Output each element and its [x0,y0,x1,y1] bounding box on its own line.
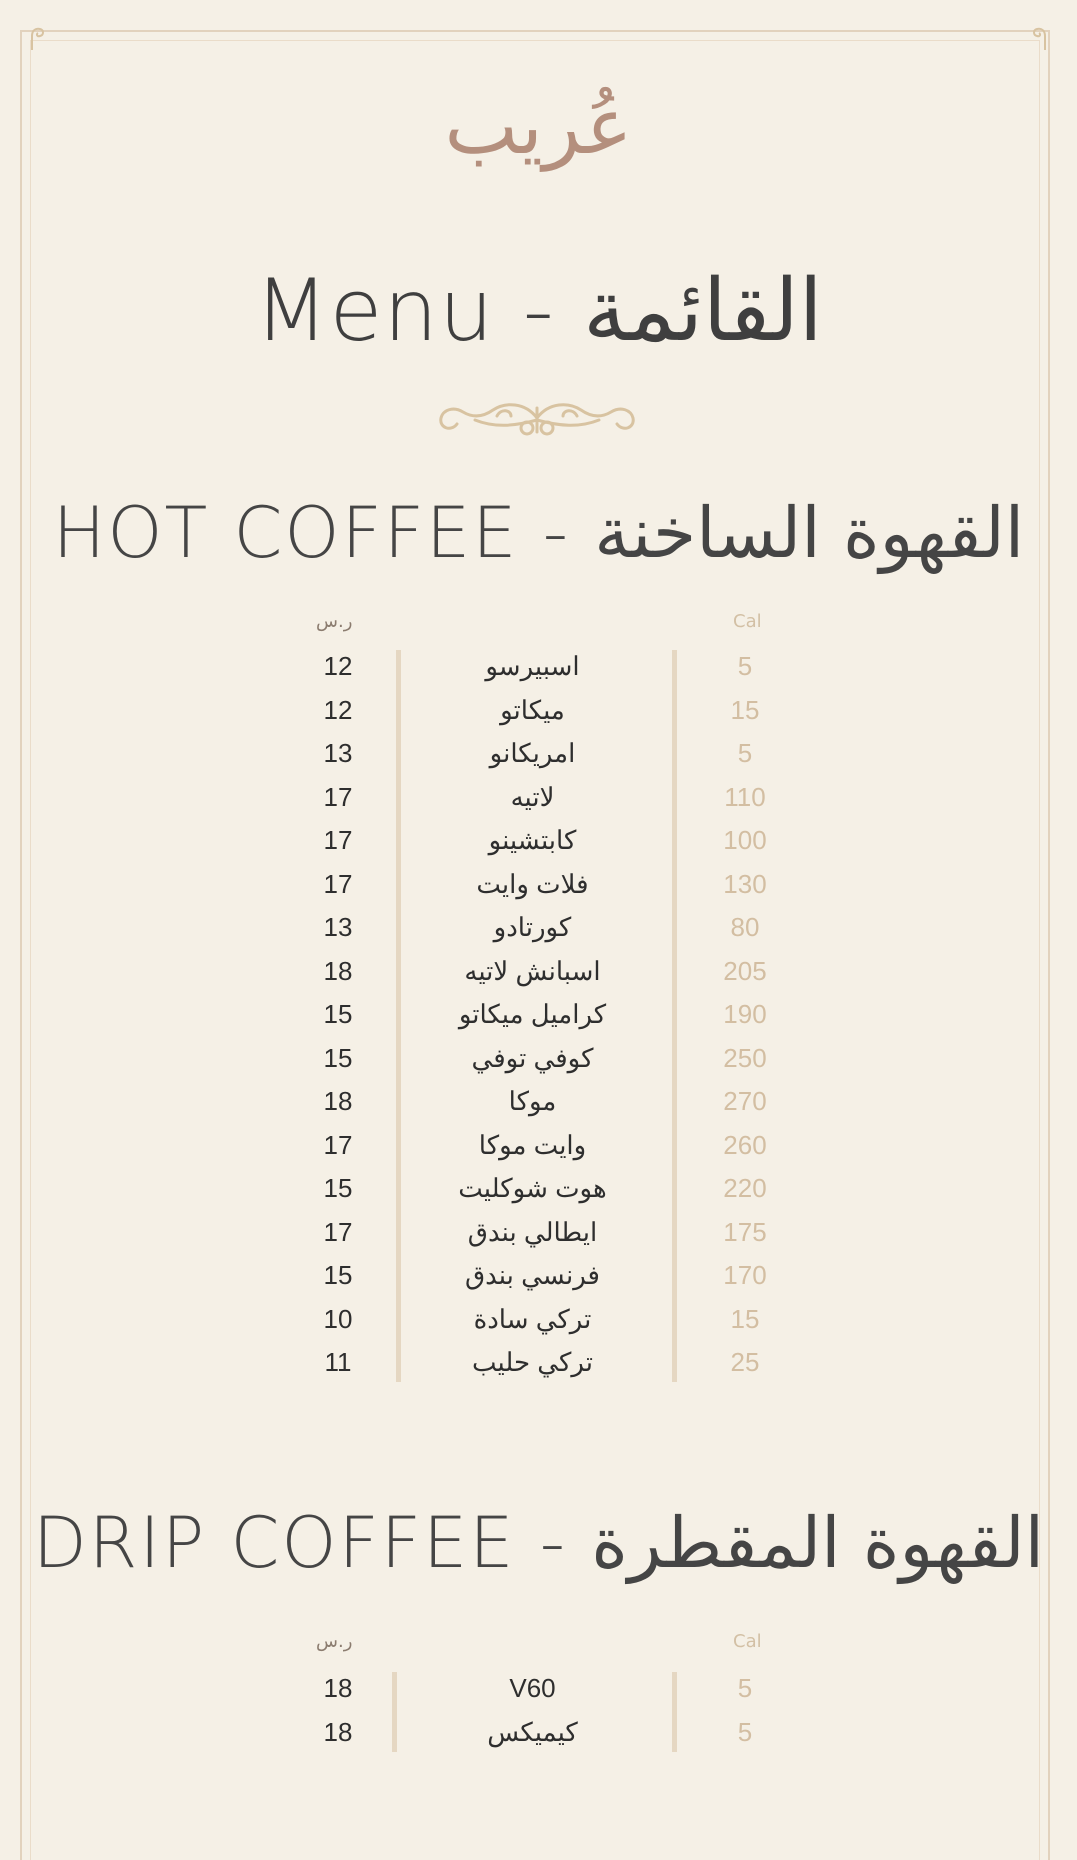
menu-item-row [0,1080,1077,1124]
calories-column-header: Cal [733,611,762,632]
section-title-hot-coffee: HOT COFFEE - القهوة الساخنة [52,492,1025,574]
menu-item-price: 17 [323,868,353,899]
menu-item-name: لاتيه [510,781,555,812]
menu-item-name: كوفي توفي [471,1042,594,1073]
menu-item-price: 18 [323,1673,353,1703]
menu-item-price: 15 [323,999,353,1029]
menu-item-calories: 5 [737,651,753,681]
menu-item-price: 17 [323,825,353,855]
menu-item-name: كابتشينو [488,825,577,855]
menu-item-name: تركي حليب [472,1347,593,1377]
menu-item-row [0,1341,1077,1385]
menu-item-price: 12 [323,694,353,725]
menu-item-calories: 100 [723,825,767,855]
menu-item-calories: 5 [737,1673,753,1703]
brand-logo: عُريب [444,82,633,172]
menu-item-calories: 80 [730,912,760,942]
menu-item-name: امريكانو [489,738,576,768]
menu-item-price: 10 [323,1303,353,1334]
menu-item-price: 15 [323,1042,353,1073]
menu-item-price: 13 [323,738,353,768]
menu-item-name: ايطالي بندق [467,1216,598,1247]
menu-item-name: V60 [509,1673,556,1703]
menu-item-price: 13 [323,912,353,942]
menu-item-name: كيميكس [487,1716,578,1747]
menu-item-price: 18 [323,1086,353,1116]
menu-item-price: 17 [323,1216,353,1247]
menu-item-calories: 270 [723,1086,767,1116]
menu-item-calories: 250 [723,1042,767,1073]
calories-column-header: Cal [733,1631,762,1652]
menu-item-name: اسبيرسو [485,651,580,681]
menu-item-row [0,863,1077,907]
hot-coffee-list [0,645,1077,1385]
menu-item-row [0,950,1077,994]
menu-item-row [0,993,1077,1037]
page-title: Menu - القائمة [254,261,823,361]
menu-item-row [0,819,1077,863]
menu-item-name: موكا [508,1086,557,1116]
menu-item-calories: 25 [730,1347,760,1377]
menu-item-row [0,1298,1077,1342]
menu-item-row [0,1667,1077,1711]
menu-item-calories: 15 [730,694,760,725]
menu-item-calories: 110 [724,781,766,812]
menu-item-calories: 130 [723,868,767,899]
menu-item-price: 17 [323,781,353,812]
menu-item-row [0,689,1077,733]
menu-item-price: 15 [323,1173,353,1203]
menu-item-row [0,1124,1077,1168]
drip-coffee-list [0,1667,1077,1754]
corner-curl-icon [26,26,48,50]
menu-item-row [0,1254,1077,1298]
menu-item-price: 18 [323,1716,353,1747]
menu-item-calories: 170 [723,1260,767,1290]
price-column-header: ر.س [316,611,353,632]
menu-item-calories: 5 [737,1716,753,1747]
corner-curl-icon [1029,26,1051,50]
menu-item-name: ميكاتو [500,694,565,725]
menu-item-row [0,1211,1077,1255]
menu-item-name: تركي سادة [473,1303,592,1334]
menu-item-name: فلات وايت [476,868,589,899]
menu-item-calories: 260 [723,1129,767,1160]
menu-item-name: اسبانش لاتيه [464,955,601,986]
menu-item-name: فرنسي بندق [464,1260,600,1290]
menu-item-row [0,732,1077,776]
menu-item-row [0,906,1077,950]
menu-item-price: 18 [323,955,353,986]
menu-item-calories: 5 [737,738,753,768]
section-title-drip-coffee: DRIP COFFEE - القهوة المقطرة [32,1502,1045,1584]
menu-item-row [0,1167,1077,1211]
menu-item-calories: 15 [730,1303,760,1334]
menu-item-calories: 205 [723,955,767,986]
price-column-header: ر.س [316,1631,353,1652]
flourish-ornament-icon [435,388,640,440]
menu-item-row [0,776,1077,820]
menu-item-price: 11 [324,1347,352,1377]
menu-item-price: 15 [323,1260,353,1290]
menu-item-calories: 175 [723,1216,767,1247]
menu-item-row [0,1037,1077,1081]
menu-item-name: هوت شوكليت [458,1173,607,1203]
menu-item-calories: 220 [723,1173,767,1203]
menu-item-row [0,1711,1077,1755]
menu-item-name: كراميل ميكاتو [458,999,607,1029]
menu-item-name: وايت موكا [478,1129,587,1160]
menu-item-calories: 190 [723,999,767,1029]
menu-item-row [0,645,1077,689]
menu-item-name: كورتادو [493,912,572,942]
menu-item-price: 17 [323,1129,353,1160]
menu-item-price: 12 [323,651,353,681]
